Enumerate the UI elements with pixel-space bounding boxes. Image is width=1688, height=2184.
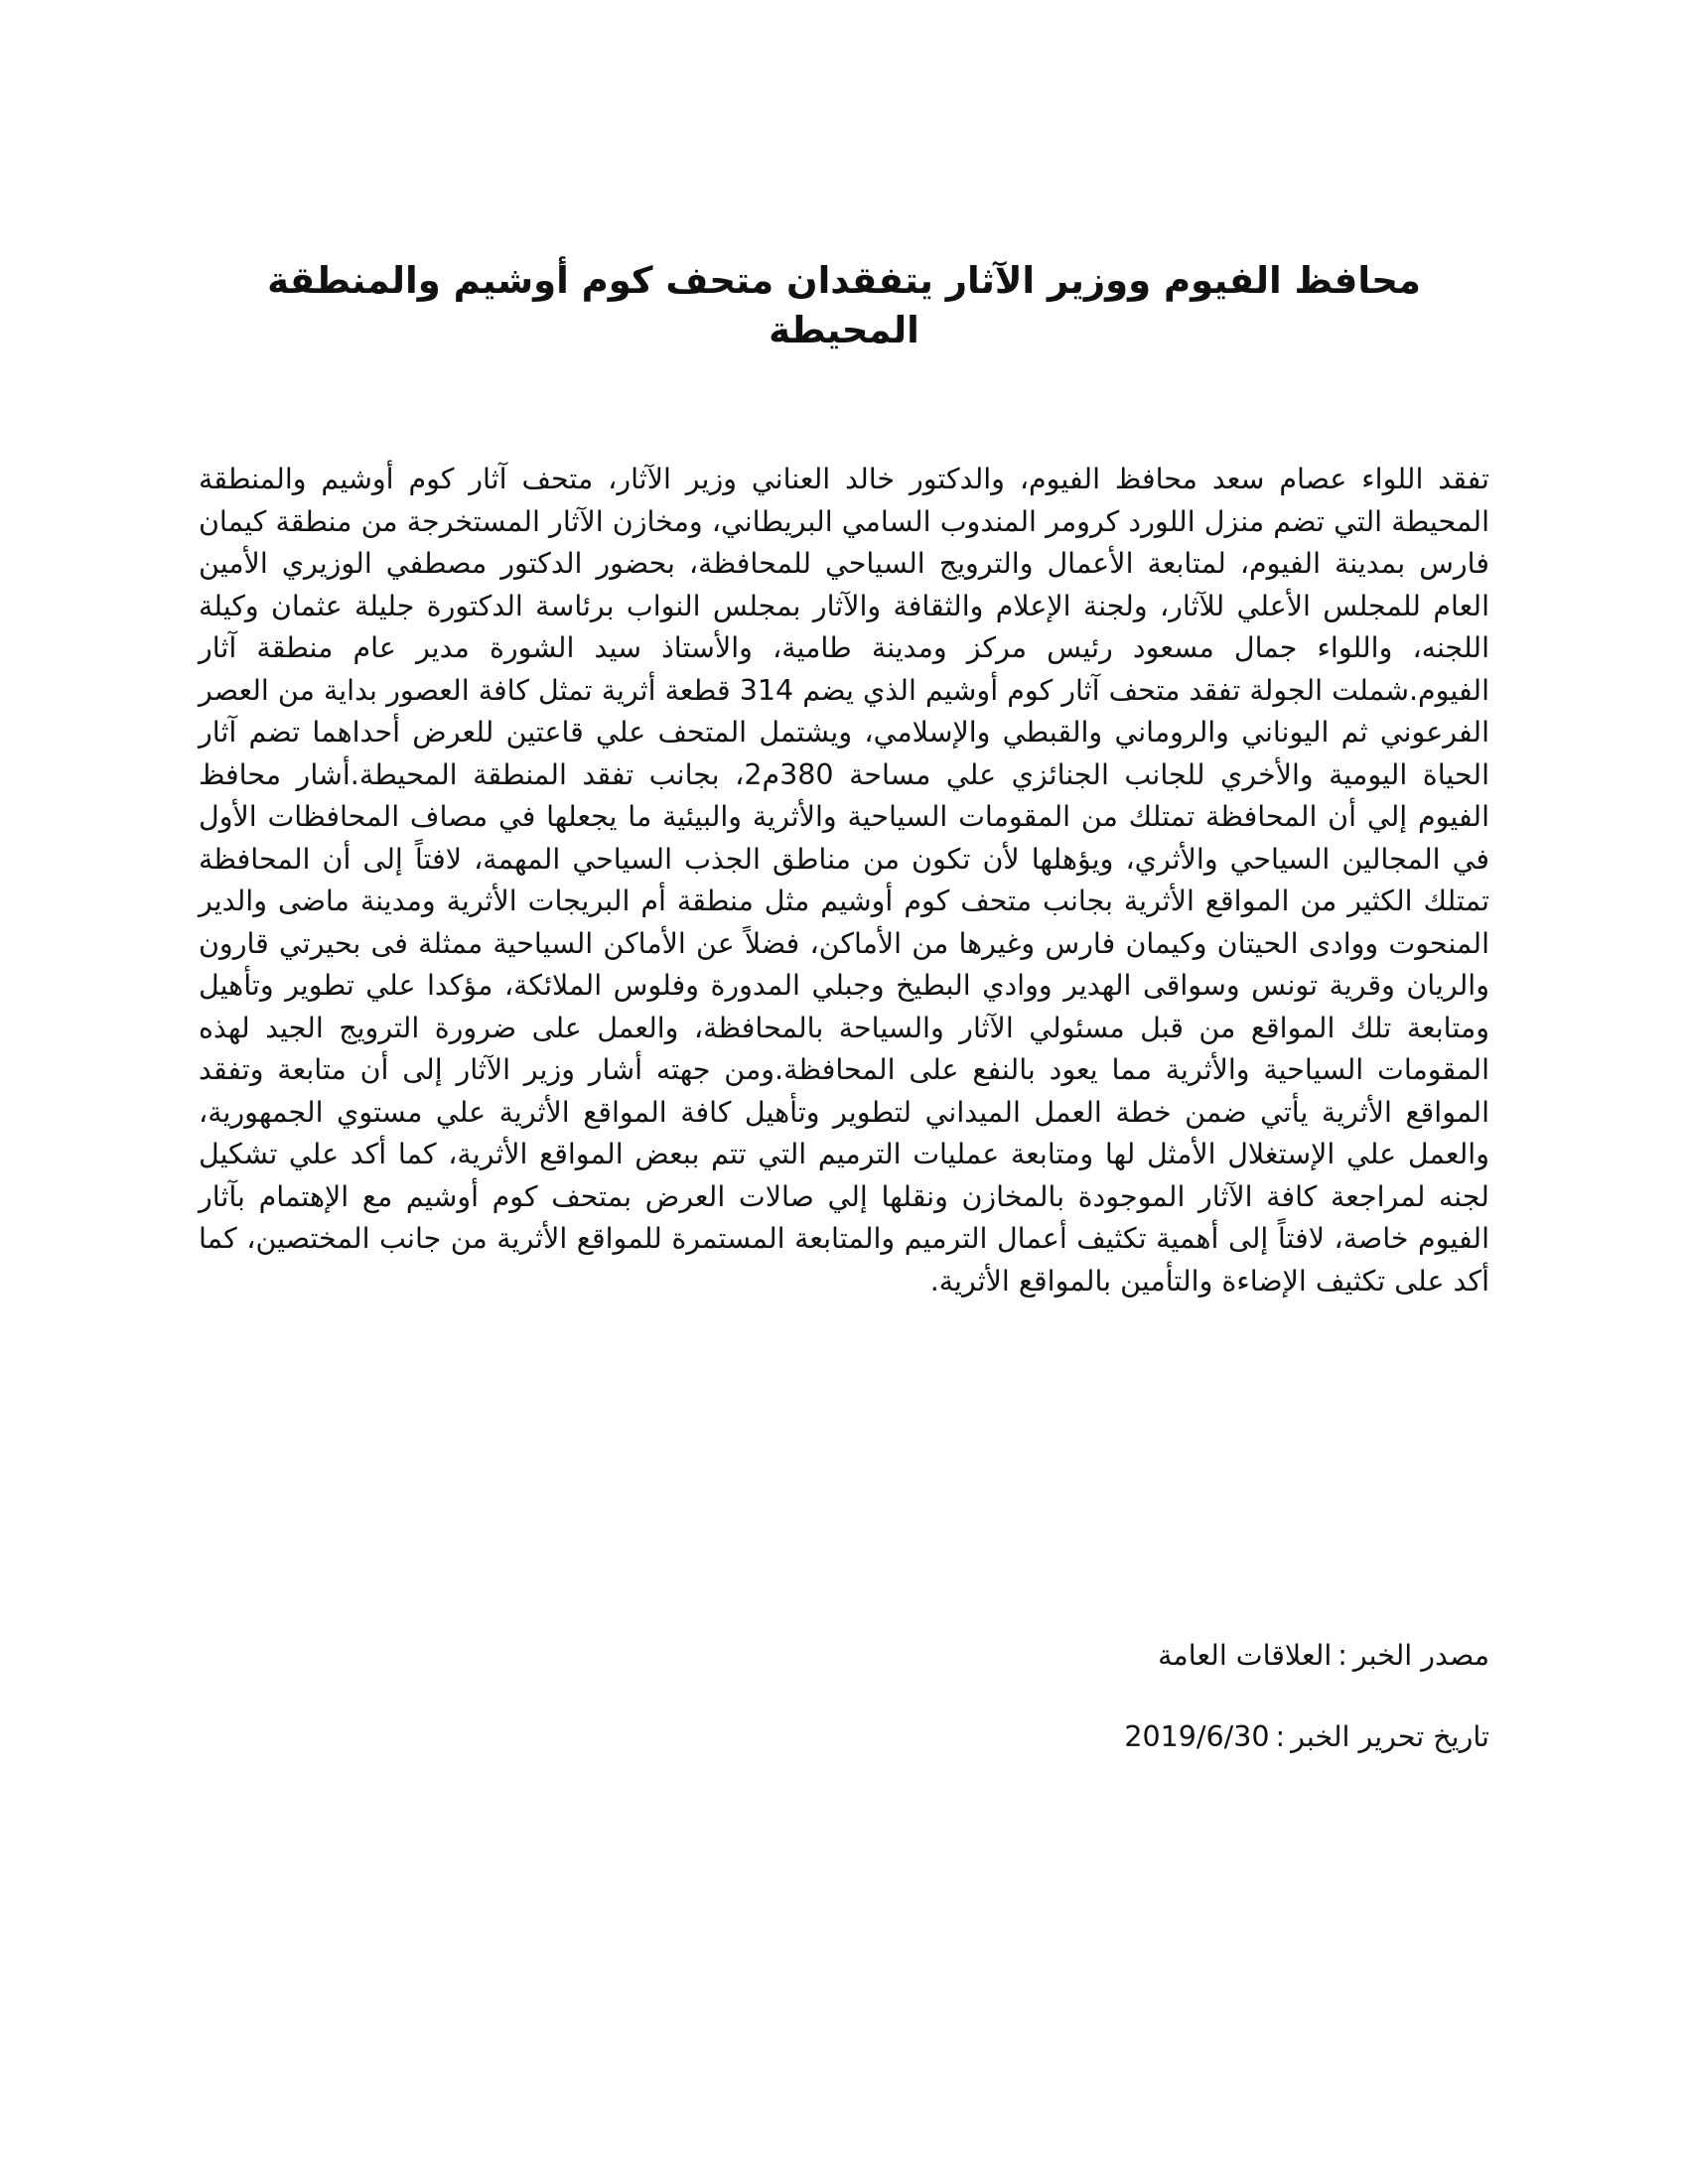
news-source-label: مصدر الخبر: [1352, 1639, 1489, 1672]
news-date-separator: :: [1275, 1720, 1286, 1753]
article-title: محافظ الفيوم ووزير الآثار يتفقدان متحف كوم أوشيم والمنطقة المحيطة: [267, 259, 1421, 351]
news-date-line: [199, 1717, 1489, 1757]
article-body: تفقد اللواء عصام سعد محافظ الفيوم، والدكتور خالد العناني وزير الآثار، متحف آثار كوم أوشيم والمنطقة المحيطة التي تضم منزل اللورد كرومر المندوب السامي البريطاني، ومخازن الآثار المستخرجة من منطقة كيمان فارس بمدينة الفيوم، لمتابعة الأعمال والترويج السياحي للمحافظة، بحضور الدكتور مصطفي الوزيري الأمين العام للمجلس الأعلي للآثار، ولجنة الإعلام والثقافة والآثار بمجلس النواب برئاسة الدكتورة جليلة عثمان وكيلة اللجنه، واللواء جمال مسعود رئيس مركز ومدينة طامية، والأستاذ سيد الشورة مدير عام منطقة آثار الفيوم.شملت الجولة تفقد متحف آثار كوم أوشيم الذي يضم 314 قطعة أثرية تمثل كافة العصور بداية من العصر الفرعوني ثم اليوناني والروماني والقبطي والإسلامي، ويشتمل المتحف علي قاعتين للعرض أحداهما تضم آثار الحياة اليومية والأخري للجانب الجنائزي علي مساحة 380م2، بجانب تفقد المنطقة المحيطة.أشار محافظ الفيوم إلي أن المحافظة تمتلك من المقومات السياحية والأثرية والبيئية ما يجعلها في مصاف المحافظات الأول في المجالين السياحي والأثري، ويؤهلها لأن تكون من مناطق الجذب السياحي المهمة، لافتاً إلى أن المحافظة تمتلك الكثير من المواقع الأثرية بجانب متحف كوم أوشيم مثل منطقة أم البريجات الأثرية ومدينة ماضى والدير المنحوت ووادى الحيتان وكيمان فارس وغيرها من الأماكن، فضلاً عن الأماكن السياحية ممثلة فى بحيرتي قارون والريان وقرية تونس وسواقى الهدير ووادي البطيخ وجبلي المدورة وفلوس الملائكة، مؤكدا علي تطوير وتأهيل ومتابعة تلك المواقع من قبل مسئولي الآثار والسياحة بالمحافظة، والعمل على ضرورة الترويج الجيد لهذه المقومات السياحية والأثرية مما يعود بالنفع على المحافظة.ومن جهته أشار وزير الآثار إلى أن متابعة وتفقد المواقع الأثرية يأتي ضمن خطة العمل الميداني لتطوير وتأهيل كافة المواقع الأثرية علي مستوي الجمهورية، والعمل علي الإستغلال الأمثل لها ومتابعة عمليات الترميم التي تتم ببعض المواقع الأثرية، كما أكد علي تشكيل لجنه لمراجعة كافة الآثار الموجودة بالمخازن ونقلها إلي صالات العرض بمتحف كوم أوشيم مع الإهتمام بآثار الفيوم خاصة، لافتاً إلى أهمية تكثيف أعمال الترميم والمتابعة المستمرة للمواقع الأثرية من جانب المختصين، كما أكد على تكثيف الإضاءة والتأمين بالمواقع الأثرية.: [199, 463, 1489, 1297]
news-date-value: 2019/6/30: [1124, 1720, 1270, 1753]
news-source-separator: :: [1337, 1639, 1347, 1672]
news-date-label: تاريخ تحرير الخبر: [1291, 1720, 1489, 1753]
news-source-line: [199, 1636, 1489, 1676]
news-source-value: العلاقات العامة: [1158, 1639, 1333, 1672]
